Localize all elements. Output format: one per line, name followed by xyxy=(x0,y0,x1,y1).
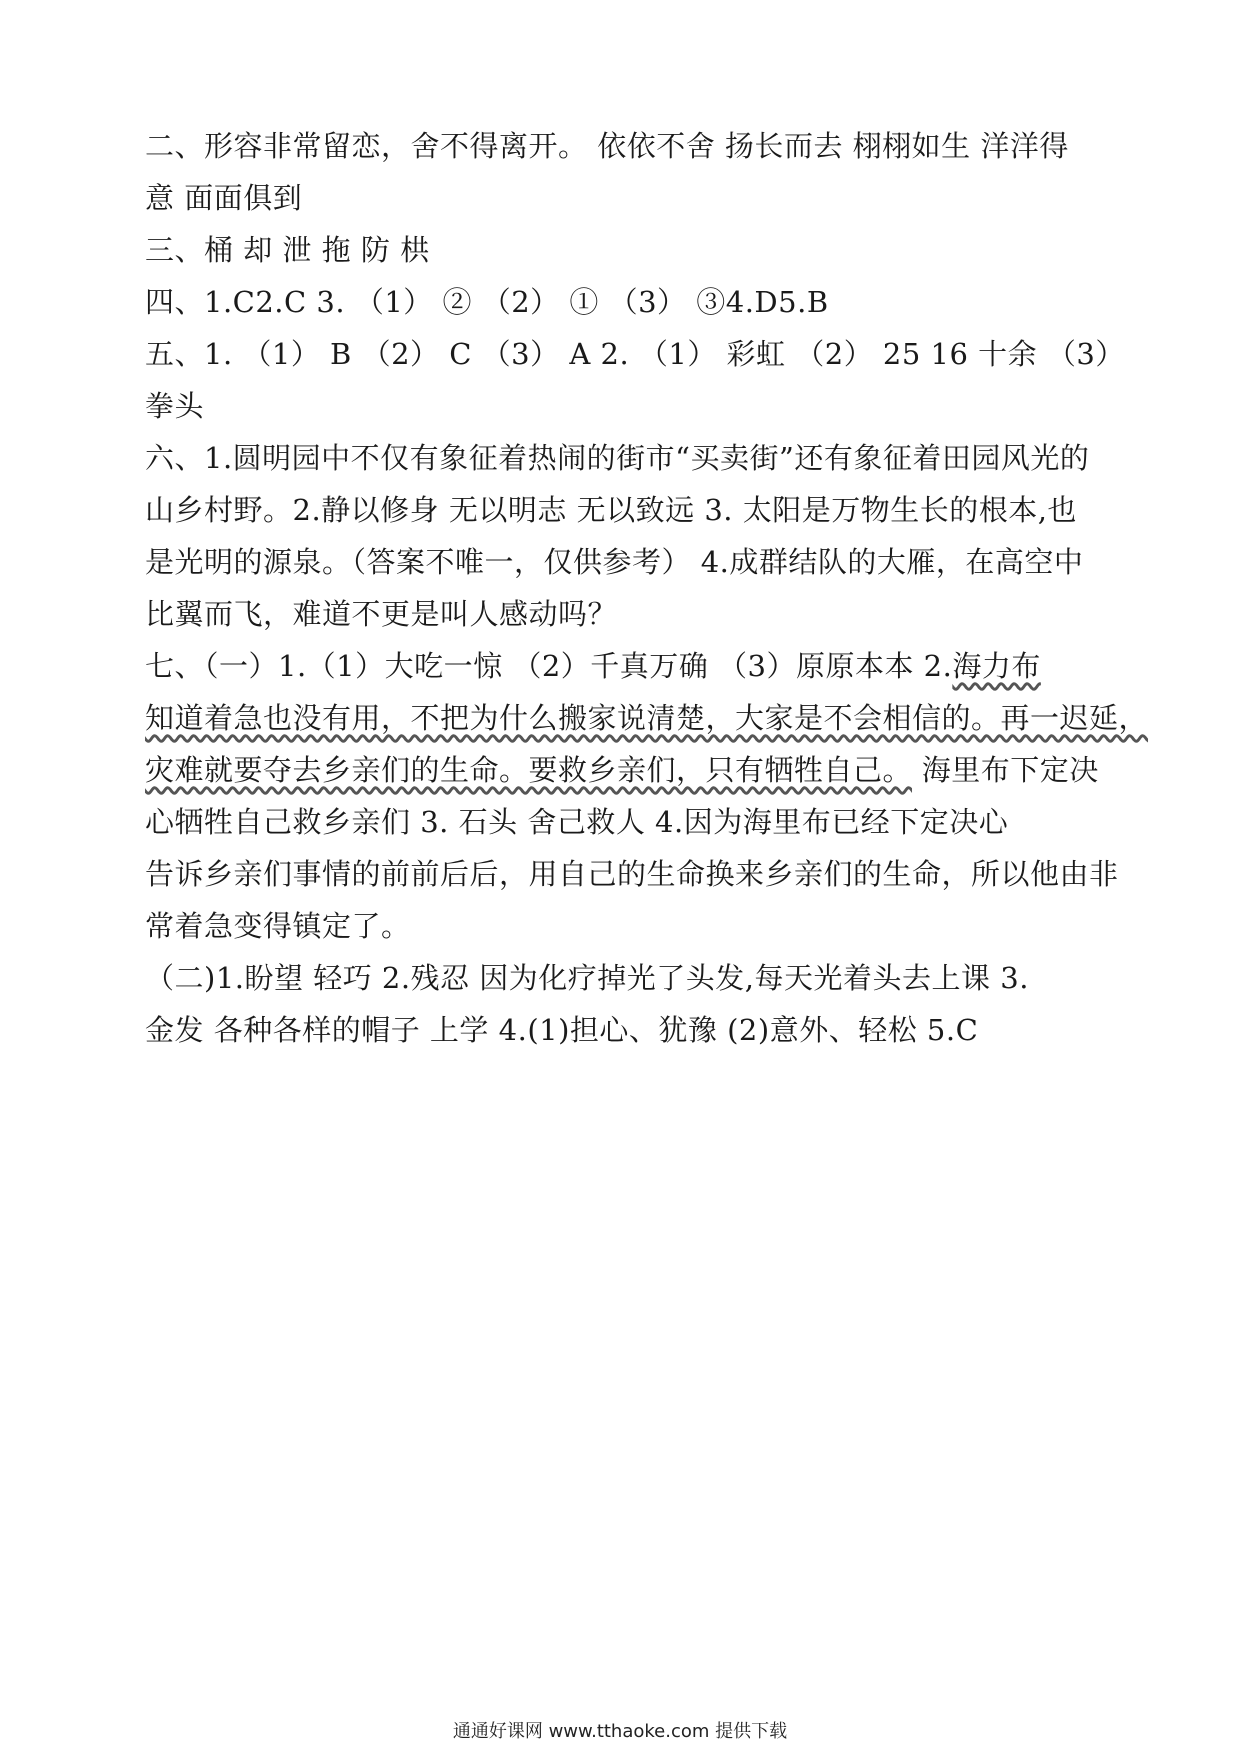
section7-line: 告诉乡亲们事情的前前后后，用自己的生命换来乡亲们的生命，所以他由非 xyxy=(145,857,1119,891)
wavy-underlined-text: 知道着急也没有用，不把为什么搬家说清楚，大家是不会相信的。再一迟延， xyxy=(145,701,1149,735)
answer-line: 二、形容非常留恋，舍不得离开。 依依不舍 扬长而去 栩栩如生 洋洋得 xyxy=(145,129,1069,163)
footer-credit: 通通好课网 www.tthaoke.com 提供下载 xyxy=(452,1721,788,1742)
answer-line: 六、1.圆明园中不仅有象征着热闹的街市“买卖街”还有象征着田园风光的 xyxy=(145,441,1090,475)
answer-line: 三、桶 却 泄 拖 防 栱 xyxy=(145,233,430,267)
answer-line: 拳头 xyxy=(145,389,205,423)
section7-line xyxy=(145,640,1103,692)
answer-line: 是光明的源泉。（答案不唯一，仅供参考） 4.成群结队的大雁，在高空中 xyxy=(145,545,1084,579)
section7-line xyxy=(145,692,1149,744)
answer-line: 山乡村野。2.静以修身 无以明志 无以致远 3. 太阳是万物生长的根本,也 xyxy=(145,493,1077,527)
section7-prefix: 七、（一）1.（1）大吃一惊 （2）千真万确 （3）原原本本 2. xyxy=(145,649,953,683)
answer-line: 意 面面俱到 xyxy=(145,181,303,215)
wavy-underlined-text: 灾难就要夺去乡亲们的生命。要救乡亲们，只有牺牲自己。 xyxy=(145,753,913,787)
section7-line xyxy=(145,744,1103,796)
section7-suffix: 海里布下定决 xyxy=(912,753,1099,787)
answer-text xyxy=(145,120,1149,1056)
answer-line: 四、1.C2.C 3. （1） ② （2） ① （3） ③4.D5.B xyxy=(145,285,829,319)
wavy-underlined-text: 海力布 xyxy=(952,649,1041,683)
section7-line: 心牺牲自己救乡亲们 3. 石头 舍己救人 4.因为海里布已经下定决心 xyxy=(145,805,1009,839)
answer-line: 五、1. （1） B （2） C （3） A 2. （1） 彩虹 （2） 25 16 十余 （3） xyxy=(145,337,1125,371)
answer-line: 比翼而飞，难道不更是叫人感动吗？ xyxy=(145,597,618,631)
section7b-line: 金发 各种各样的帽子 上学 4.(1)担心、犹豫 (2)意外、轻松 5.C xyxy=(145,1013,979,1047)
section7-line: 常着急变得镇定了。 xyxy=(145,909,411,943)
section7b-line: （二)1.盼望 轻巧 2.残忍 因为化疗掉光了头发,每天光着头去上课 3. xyxy=(145,961,1029,995)
